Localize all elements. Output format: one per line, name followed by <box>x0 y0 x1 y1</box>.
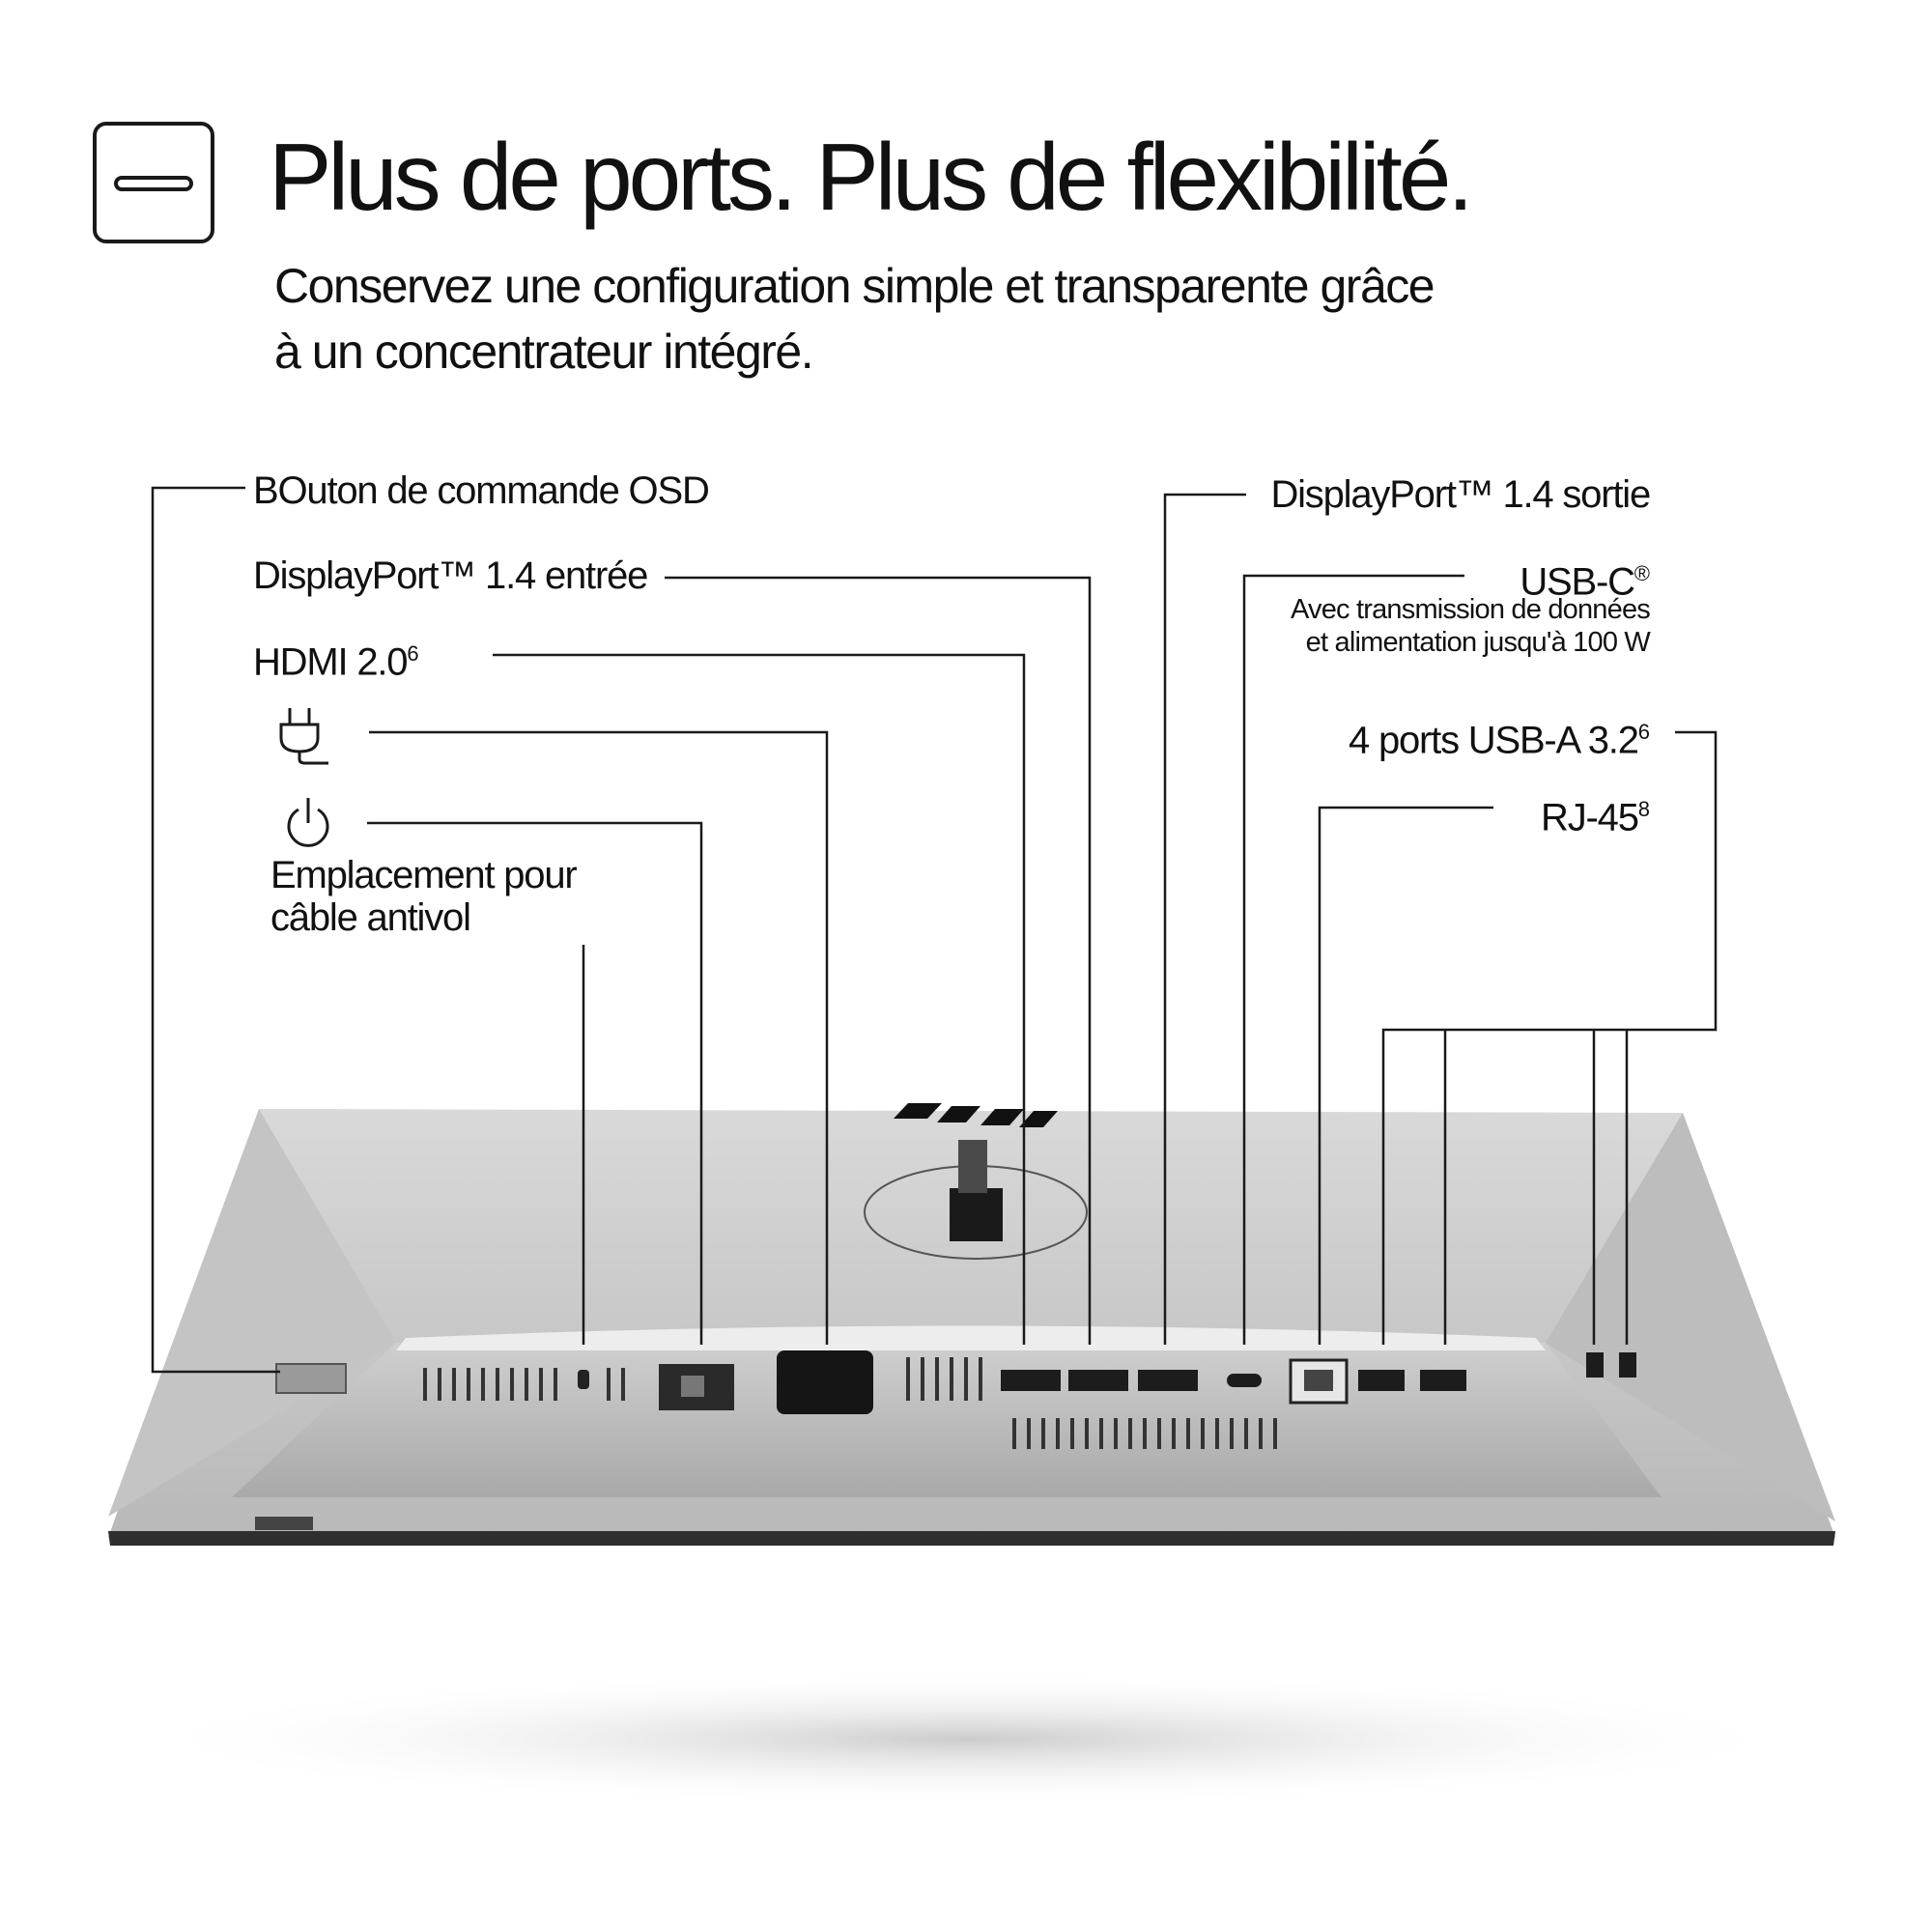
displayport-out-label: DisplayPort™ 1.4 sortie <box>1270 473 1650 516</box>
power-inlet <box>777 1350 873 1414</box>
hdmi-label: HDMI $2.0^6$ <box>253 640 419 684</box>
usb-a-label: 4 ports USB-A $3.2^6$ <box>1348 719 1650 762</box>
lock-slot-label: Emplacement pour câble antivol <box>270 854 577 939</box>
displayport-out-port <box>1138 1370 1198 1391</box>
usb-c-label: USB-C® <box>1520 560 1650 604</box>
hdmi-port <box>1001 1370 1061 1391</box>
usb-a-port-3 <box>1586 1352 1604 1378</box>
osd-button <box>276 1364 346 1393</box>
lock-slot <box>578 1370 589 1389</box>
displayport-in-port <box>1068 1370 1128 1391</box>
bezel-edge <box>108 1531 1835 1546</box>
osd-button-label: BOuton de commande OSD <box>253 469 709 512</box>
rj45-label: $RJ-45^8$ <box>1541 796 1650 839</box>
rear-panel <box>232 1343 1662 1497</box>
usb-a-port-1 <box>1358 1370 1405 1391</box>
page-subtitle: Conservez une configuration simple et transparente grâce à un concentrateur intégré. <box>274 259 1435 379</box>
usb-a-port-2 <box>1420 1370 1466 1391</box>
power-plug-icon <box>281 708 328 763</box>
usb-c-port <box>1227 1374 1262 1387</box>
usb-a-port-4 <box>1619 1352 1636 1378</box>
floor-shadow <box>116 1671 1816 1806</box>
usb-c-detail: Avec transmission de données et alimentation jusqu'à 100 W <box>1290 594 1650 658</box>
power-button-front <box>255 1517 313 1530</box>
power-icon <box>289 798 327 845</box>
displayport-in-label: DisplayPort™ 1.4 entrée <box>253 554 648 597</box>
page-title: Plus de ports. Plus de flexibilité. <box>269 124 1470 230</box>
